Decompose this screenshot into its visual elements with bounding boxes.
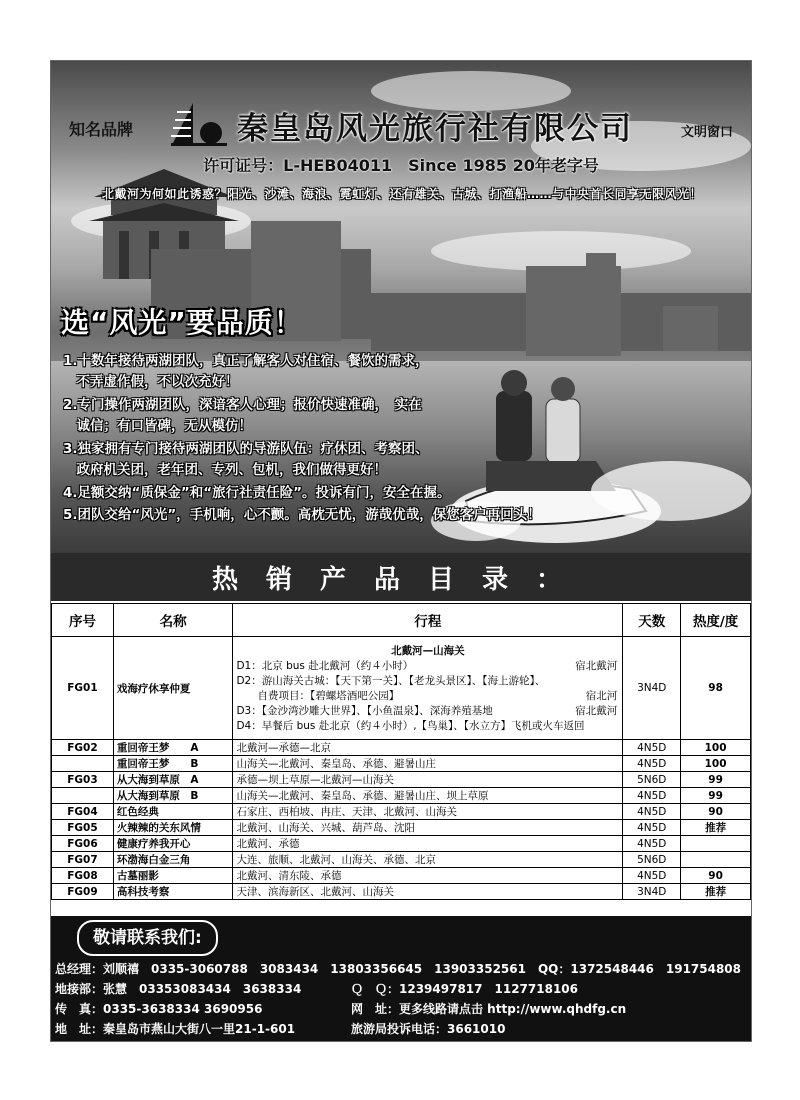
quality-item: 不弄虚作假，不以次充好！ <box>63 374 239 390</box>
table-header <box>52 604 751 637</box>
cell-heat: 98 <box>681 637 751 740</box>
table-row: FG03 从大海到草原 A 承德—坝上草原—北戴河—山海关 5N6D 99 <box>52 772 751 788</box>
header-code: 序号 <box>52 604 114 637</box>
itinerary-line: D2：游山海关古城：【天下第一关】、【老龙头景区】、【海上游轮】、 <box>236 675 546 687</box>
header-name: 名称 <box>113 604 233 637</box>
license-line: 许可证号：L-HEB04011 Since 1985 20年老字号 <box>203 156 599 175</box>
quality-title: 选“风光”要品质！ <box>61 306 303 339</box>
table-row: FG04 红色经典 石家庄、西柏坡、冉庄、天津、北戴河、山海关 4N5D 90 <box>52 804 751 820</box>
header-route: 行程 <box>233 604 623 637</box>
table-row: FG02 重回帝王梦 A 北戴河—承德—北京 4N5D 100 <box>52 740 751 756</box>
flyer <box>50 60 752 1042</box>
brand-badge: 知名品牌 <box>69 120 134 139</box>
itinerary-line: D3：【金沙湾沙雕大世界】、【小鱼温泉】、深海养殖基地 宿北戴河 <box>236 705 618 717</box>
contact-title: 敬请联系我们: <box>77 920 218 956</box>
cell-name: 戏海疗休享仲夏 <box>113 637 233 740</box>
contact-website-link[interactable]: 网 址：更多线路请点击 http://www.qhdfg.cn <box>351 1002 627 1016</box>
wall-tower-right <box>526 266 621 356</box>
itinerary-line: D1：北京 bus 赴北戴河（约４小时） 宿北戴河 <box>236 660 618 672</box>
contact-qq: Ｑ Ｑ：1239497817 1127718106 <box>351 982 578 996</box>
table-row-featured <box>52 637 751 740</box>
company-name: 秦皇岛风光旅行社有限公司 <box>237 111 633 147</box>
quality-item: 诚信；有口皆碑，无从模仿！ <box>63 418 252 434</box>
table-row: 重回帝王梦 B 山海关—北戴河、秦皇岛、承德、避暑山庄 4N5D 100 <box>52 756 751 772</box>
contact-reception: 地接部：张慧 03353083434 3638334 <box>55 982 302 996</box>
quality-item: 5.团队交给“风光”，手机响，心不颤。高枕无忧，游哉优哉，保您客户再回头！ <box>63 507 541 523</box>
civility-badge: 文明窗口 <box>680 125 733 140</box>
table-row: FG05 火辣辣的关东风情 北戴河、山海关、兴城、葫芦岛、沈阳 4N5D 推荐 <box>52 820 751 836</box>
table-row: FG09 高科技考察 天津、滨海新区、北戴河、山海关 3N4D 推荐 <box>52 884 751 900</box>
itinerary-line: D4：早餐后 bus 赴北京（约４小时）,【鸟巢】、【水立方】飞机或火车返回 <box>236 720 585 732</box>
quality-item: 3.独家拥有专门接待两湖团队的导游队伍：疗休团、考察团、 <box>63 441 429 457</box>
hero-banner <box>51 61 751 553</box>
table-row: 从大海到草原 B 山海关—北戴河、秦皇岛、承德、避暑山庄、坝上草原 4N5D 99 <box>52 788 751 804</box>
cell-code: FG01 <box>52 637 114 740</box>
cell-days: 3N4D <box>623 637 681 740</box>
company-logo-icon <box>169 101 229 147</box>
slogan: 北戴河为何如此诱惑？阳光、沙滩、海浪、霓虹灯、还有雄关、古城、打渔船……与中央首长同享无限风光！ <box>101 187 702 201</box>
header-heat: 热度/度 <box>681 604 751 637</box>
contact-section <box>51 916 751 1041</box>
contact-complaint: 旅游局投诉电话：3661010 <box>351 1022 506 1036</box>
contact-fax: 传 真：0335-3638334 3690956 <box>55 1002 263 1016</box>
table-row: FG07 环渤海白金三角 大连、旅顺、北戴河、山海关、承德、北京 5N6D <box>52 852 751 868</box>
company-header <box>69 101 733 147</box>
table-row: FG08 古墓丽影 北戴河、清东陵、承德 4N5D 90 <box>52 868 751 884</box>
table-row: FG06 健康疗养我开心 北戴河、承德 4N5D <box>52 836 751 852</box>
product-table <box>51 603 751 900</box>
contact-manager: 总经理：刘顺禧 0335-3060788 3083434 13803356645 13903352561 QQ：1372548446 191754808 <box>55 962 742 976</box>
quality-item: 1.十数年接待两湖团队，真正了解客人对住宿、餐饮的需求， <box>63 353 429 369</box>
itinerary-title: 北戴河—山海关 <box>391 645 465 657</box>
quality-item: 政府机关团，老年团、专列、包机，我们做得更好！ <box>63 462 387 478</box>
itinerary-line: 自费项目：【碧螺塔酒吧公园】 宿北河 <box>236 690 618 702</box>
quality-item: 4.足额交纳“质保金”和“旅行社责任险”。投诉有门，安全在握。 <box>63 485 451 501</box>
catalog-title: 热销产品目录： <box>211 565 590 595</box>
cell-itinerary <box>233 637 623 740</box>
quality-item: 2.专门操作两湖团队，深谙客人心理；报价快速准确， 实在 <box>63 397 422 413</box>
contact-address: 地 址：秦皇岛市燕山大街八一里21-1-601 <box>55 1022 296 1036</box>
catalog-banner <box>51 553 751 601</box>
header-days: 天数 <box>623 604 681 637</box>
